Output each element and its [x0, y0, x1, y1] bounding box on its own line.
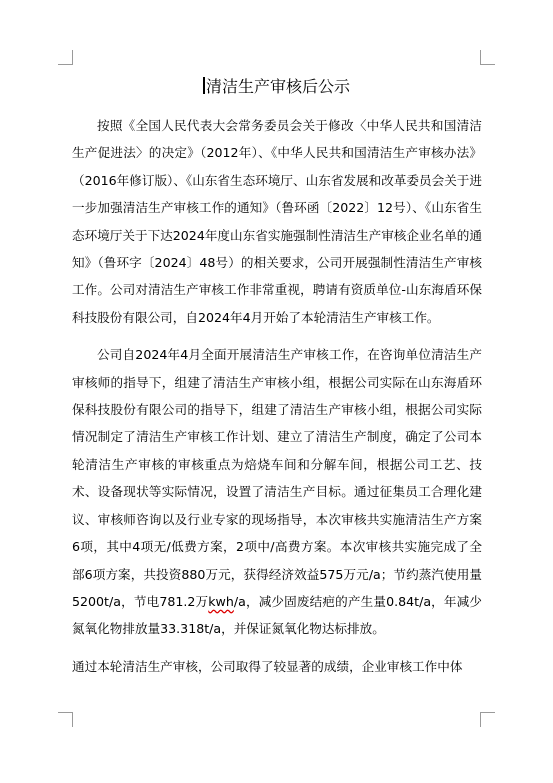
- crop-mark-bottom-right: [480, 712, 495, 727]
- crop-mark-top-right: [480, 50, 495, 65]
- document-title-line[interactable]: [0, 76, 553, 98]
- document-title[interactable]: 清洁生产审核后公示: [205, 77, 350, 96]
- paragraph-3[interactable]: 通过本轮清洁生产审核，公司取得了较显著的成绩，企业审核工作中体: [72, 658, 463, 674]
- paragraph-2-tail[interactable]: /a，减少固废结疤的产生量0.84t/a，年减少氮氧化物排放量33.318t/a，并保证氮氧化物达标排放。: [72, 593, 482, 637]
- paragraph-1[interactable]: 按照《全国人民代表大会常务委员会关于修改〈中华人民共和国清洁生产促进法〉的决定》（2012年）、《中华人民共和国清洁生产审核办法》（2016年修订版）、《山东省生态环境厅、山东省发展和改革委员会关于进一步加强清洁生产审核工作的通知》（鲁环函〔2022〕12号）、《山东省生态环境厅关于下达2024年度山东省实施强制性清洁生产审核企业名单的通知》（鲁环字〔2024〕48号）的相关要求，公司开展强制性清洁生产审核工作。公司对清洁生产审核工作非常重视，聘请有资质单位-山东海盾环保科技股份有限公司，自2024年4月开始了本轮清洁生产审核工作。: [72, 118, 482, 325]
- paragraph-2[interactable]: [72, 341, 482, 642]
- document-body[interactable]: [72, 112, 482, 690]
- crop-mark-top-left: [58, 50, 73, 65]
- text-cursor: [203, 77, 205, 94]
- spellcheck-flagged-word[interactable]: kwh: [208, 593, 234, 609]
- paragraph-2-text[interactable]: 公司自2024年4月全面开展清洁生产审核工作，在咨询单位清洁生产审核师的指导下，组建了清洁生产审核小组，根据公司实际在山东海盾环保科技股份有限公司的指导下，组建了清洁生产审核小组，根据公司实际情况制定了清洁生产审核工作计划、建立了清洁生产制度，确定了公司本轮清洁生产审核的审核重点为焙烧车间和分解车间，根据公司工艺、技术、设备现状等实际情况，设置了清洁生产目标。通过征集员工合理化建议、审核师咨询以及行业专家的现场指导，本次审核共实施清洁生产方案6项，其中4项无/低费方案，2项中/高费方案。本次审核共实施完成了全部6项方案，共投资880万元，获得经济效益575万元/a；节约蒸汽使用量5200t/a，节电781.2万: [72, 347, 482, 609]
- crop-mark-bottom-left: [58, 712, 73, 727]
